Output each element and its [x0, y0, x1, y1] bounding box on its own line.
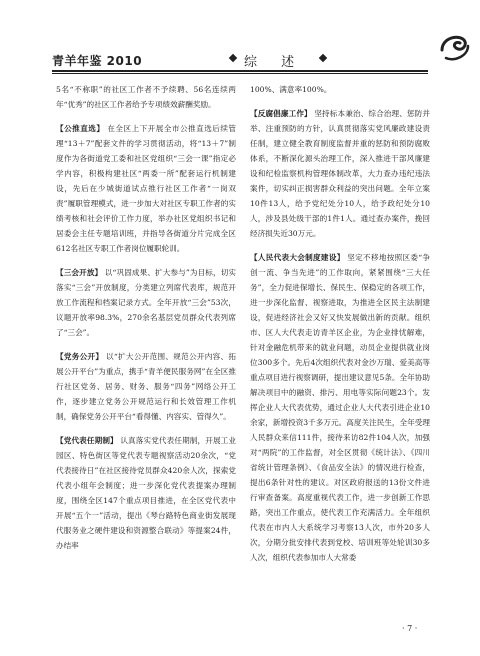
section-tag: 【党务公开】 — [56, 352, 104, 361]
diamond-icon — [319, 54, 327, 62]
paragraph: 【反腐倡廉工作】 坚持标本兼治、综合治理、惩防并举、注重预防的方针，认真贯彻落实党风廉政建设责任制，建立健全教育制度监督并重的惩防和预防腐败体系，不断深化源头治理工作，深入推进干部风廉建设和纪检监察机构管理体制改革，大力查办违纪违法案件，切实纠正损害群众利益的突出问题。全年立案10件13人，给予党纪处分10人，给予政纪处分10人，涉及县处级干部的1件1人。通过查办案件，挽回经济损失近30万元。 — [250, 109, 430, 238]
header-rule — [52, 70, 428, 72]
section-tag: 【党代表任期制】 — [56, 436, 118, 445]
paragraph: 【党代表任期制】 认真落实党代表任期制，开展工业园区、特色街区等党代表专题视察活动20余次，“党代表接待日”在社区接待党员群众420余人次，探索党代表小组年会制度；进一步深化党代表提案办理制度，围绕全区147个重点项目推进，在全区党代表中开展“五个一”活动，提出《琴台路特色商业街发展现代服务业之硬件建设和资源整合联动》等提案24件，办结率 — [56, 436, 236, 550]
section-tag: 【人民代表大会制度建设】 — [250, 253, 345, 262]
paragraph: 【公推直选】 在全区上下开展全市公推直选后续管理“13＋7”配套文件的学习贯彻活动，将“13＋7”制度作为各街道党工委和社区党组织“三会一课”指定必学内容，积极构建社区“两委一所”配套运行机制建设，先后在少城街道试点推行社区工作者“一岗双责”履职管理模式，进一步加大对社区专职工作者的实绩考核和社会评价工作力度，举办社区党组织书记和居委会主任专题培训班，并指导各街道分片完成全区612名社区专职工作者岗位履职轮训。 — [56, 124, 237, 253]
diamond-icon — [229, 54, 237, 62]
header-rule — [52, 73, 428, 74]
section-title: 综 述 — [244, 55, 305, 70]
right-column — [250, 82, 430, 574]
paragraph: 【党务公开】 以“扩大公开范围、规范公开内容、拓展公开平台”为重点，携手“青羊便民服务网”在全区推行社区党务、居务、财务、服务“四务”网络公开工作，逐步建立党务公开规范运行和长效管理工作机制，确保党务公开平台“看得懂、内容实、管得久”。 — [56, 352, 236, 421]
left-column — [56, 82, 236, 562]
section-tag: 【反腐倡廉工作】 — [250, 109, 312, 118]
section-tag: 【公推直选】 — [56, 124, 105, 133]
paragraph: 5名“不称职”的社区工作者不予续聘、56名连续两年“优秀”的社区工作者给予专项绩效薪酬奖励。 — [56, 85, 236, 109]
paragraph: 100%、满意率100%。 — [250, 85, 332, 94]
section-tag: 【三会开放】 — [56, 268, 103, 277]
paragraph: 【三会开放】 以“巩固成果、扩大参与”为目标，切实落实“三会”开放制度，分类建立列席代表库，规范开放工作流程和档案记录方式。全年开放“三会”53次，议题开放率98.3%，270余名基层党员群众代表列席了“三会”。 — [56, 268, 236, 337]
yearbook-title: 青羊年鉴 2010 — [52, 54, 143, 68]
swirl-logo-icon — [438, 30, 472, 64]
paragraph: 【人民代表大会制度建设】 坚定不移地按照区委“争创一流、争当先进”的工作取向，紧紧围绕“三大任务”，全力促进保增长、保民生、保稳定的各项工作，进一步深化监督、视察进取，为推进全区民主法制建设，促进经济社会又好又快发展做出新的贡献。组织市、区人大代表走访青羊区企业，为企业排忧解难，针对金融危机带来的就业问题，动员企业提供就业岗位300多个。先后4次组织代表对金沙万瑞、爱美高等重点项目进行视察调研，提出建议意见5条。全年协助解决项目中的融资、排污、用电等实际问题23个。发挥企业人大代表优势，通过企业人大代表引进企业10余家，新增投资3千多万元。高度关注民生，全年受理人民群众来信111件，接待来访82件104人次，加强对“两院”的工作监督，对全区贯彻《统计法》、《四川省统计管理条例》、《食品安全法》的情况进行检查，提出6条针对性的建议。对区政府报送的13份文件进行审查备案。高度重视代表工作，进一步创新工作思路，突出工作重点，使代表工作充满活力。全年组织代表在市内人大系统学习考察13人次，市外20多人次，分期分批安排代表到党校、培训班等处轮训30多人次，组织代表参加市人大常委 — [250, 253, 430, 562]
page-number: · 7 · — [402, 624, 418, 633]
page-header — [52, 50, 428, 72]
